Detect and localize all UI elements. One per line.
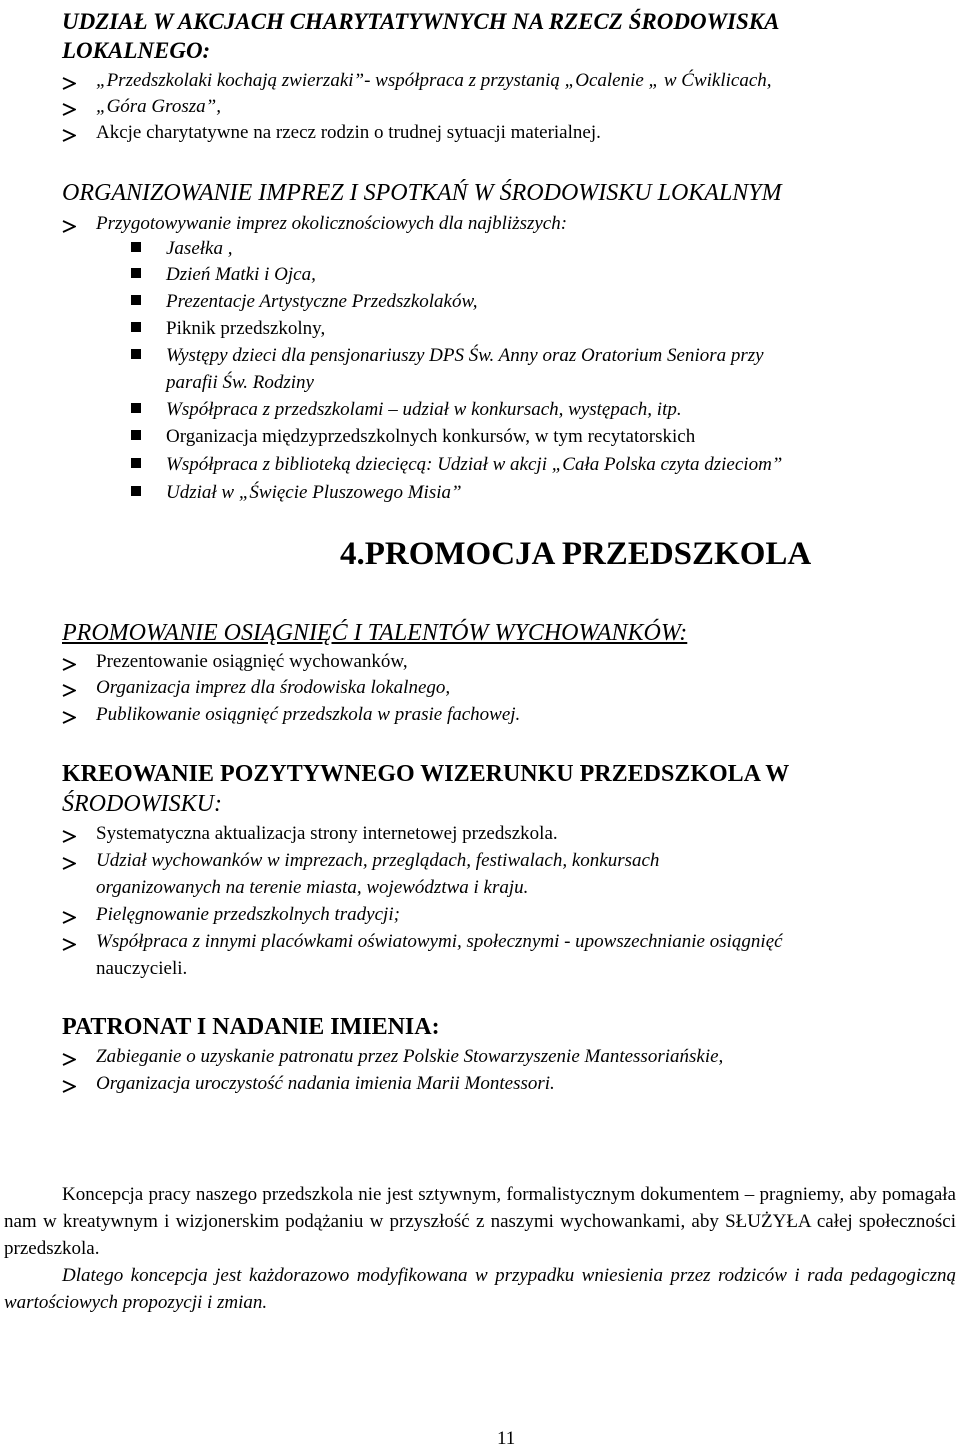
chapter-title: 4.PROMOCJA PRZEDSZKOLA [340,536,812,572]
list-item: Organizacja imprez dla środowiska lokalnego, [96,677,451,698]
section-title-promotion: PROMOWANIE OSIĄGNIĘĆ I TALENTÓW WYCHOWANKÓW: [62,620,688,646]
arrowhead-bullet-icon [62,850,82,876]
sub-list-item-continuation: parafii Św. Rodziny [166,372,314,393]
arrowhead-bullet-icon [62,931,82,957]
page-number: 11 [497,1428,516,1449]
square-bullet-icon [131,322,141,332]
sub-list-item: Jasełka , [166,238,233,259]
square-bullet-icon [131,295,141,305]
arrowhead-bullet-icon [62,904,82,930]
closing-paragraph-1: Koncepcja pracy naszego przedszkola nie jest sztywnym, formalistycznym dokumentem – pragniemy, aby pomagała nam w kreatywnym i wizjonerskim podążaniu w przyszłość z naszymi wychowankami, aby SŁUŻYŁA całej społeczności przedszkola. [4,1184,956,1259]
square-bullet-icon [131,430,141,440]
list-item: Współpraca z innymi placówkami oświatowymi, społecznymi - upowszechnianie osiągnięć [96,931,783,952]
section-title-image-line1: KREOWANIE POZYTYWNEGO WIZERUNKU PRZEDSZKOLA W [62,761,790,787]
arrowhead-bullet-icon [62,122,82,148]
list-item-continuation: nauczycieli. [96,958,188,979]
arrowhead-bullet-icon [62,704,82,730]
list-item: „Góra Grosza”, [96,96,221,117]
section-title-image-line2: ŚRODOWISKU: [62,791,222,817]
square-bullet-icon [131,349,141,359]
list-item: Systematyczna aktualizacja strony internetowej przedszkola. [96,823,558,844]
sub-list-item: Współpraca z przedszkolami – udział w konkursach, występach, itp. [166,399,682,420]
arrowhead-bullet-icon [62,1046,82,1072]
square-bullet-icon [131,268,141,278]
arrowhead-bullet-icon [62,213,82,239]
section-title-patronage: PATRONAT I NADANIE IMIENIA: [62,1014,440,1040]
square-bullet-icon [131,242,141,252]
arrowhead-bullet-icon [62,677,82,703]
list-item: Prezentowanie osiągnięć wychowanków, [96,651,408,672]
sub-list-item: Piknik przedszkolny, [166,318,326,339]
list-item: „Przedszkolaki kochają zwierzaki”- współpraca z przystanią „Ocalenie „ w Ćwiklicach, [96,70,772,91]
sub-list-item: Dzień Matki i Ojca, [166,264,316,285]
list-item: Zabieganie o uzyskanie patronatu przez Polskie Stowarzyszenie Mantessoriańskie, [96,1046,724,1067]
arrowhead-bullet-icon [62,96,82,122]
square-bullet-icon [131,458,141,468]
section-title-events: ORGANIZOWANIE IMPREZ I SPOTKAŃ W ŚRODOWISKU LOKALNYM [62,180,782,206]
list-item: Udział wychowanków w imprezach, przeglądach, festiwalach, konkursach [96,850,660,871]
square-bullet-icon [131,403,141,413]
arrowhead-bullet-icon [62,70,82,96]
sub-list-item: Występy dzieci dla pensjonariuszy DPS Św. Anny oraz Oratorium Seniora przy [166,345,764,366]
section-title-charity-line2: LOKALNEGO: [62,38,211,63]
sub-list-item: Prezentacje Artystyczne Przedszkolaków, [166,291,478,312]
list-item: Organizacja uroczystość nadania imienia Marii Montessori. [96,1073,555,1094]
arrowhead-bullet-icon [62,1073,82,1099]
list-item: Publikowanie osiągnięć przedszkola w prasie fachowej. [96,704,521,725]
list-item: Pielęgnowanie przedszkolnych tradycji; [96,904,400,925]
arrowhead-bullet-icon [62,823,82,849]
square-bullet-icon [131,486,141,496]
arrowhead-bullet-icon [62,651,82,677]
closing-paragraph-2: Dlatego koncepcja jest każdorazowo modyfikowana w przypadku wniesienia przez rodziców i rada pedagogiczną wartościowych propozycji i zmian. [4,1265,956,1313]
sub-list-item: Udział w „Święcie Pluszowego Misia” [166,482,462,503]
list-item: Akcje charytatywne na rzecz rodzin o trudnej sytuacji materialnej. [96,122,601,143]
list-item-continuation: organizowanych na terenie miasta, województwa i kraju. [96,877,529,898]
list-item-intro: Przygotowywanie imprez okolicznościowych dla najbliższych: [96,213,568,234]
sub-list-item: Organizacja międzyprzedszkolnych konkursów, w tym recytatorskich [166,426,696,447]
sub-list-item: Współpraca z biblioteką dziecięcą: Udział w akcji „Cała Polska czyta dzieciom” [166,454,783,475]
section-title-charity-line1: UDZIAŁ W AKCJACH CHARYTATYWNYCH NA RZECZ ŚRODOWISKA [62,9,780,34]
